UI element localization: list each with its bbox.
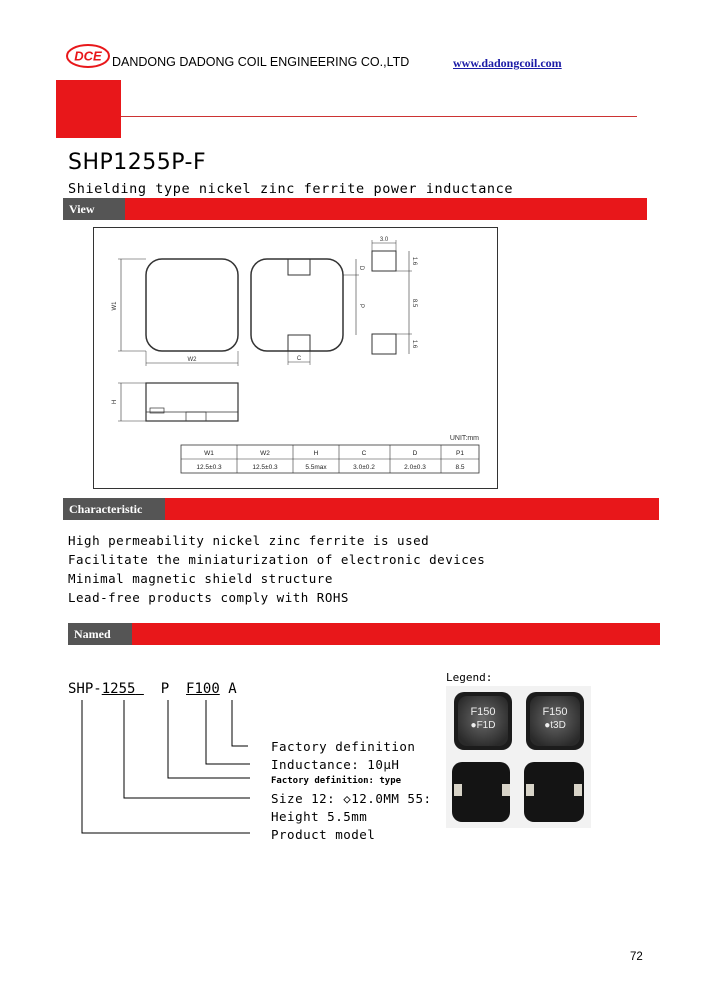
product-photo [446, 686, 591, 828]
dim-side2-label: 8.5 [411, 298, 417, 308]
logo-text: DCE [74, 48, 102, 64]
naming-connector-lines [60, 696, 280, 842]
code-p: P [160, 681, 170, 697]
naming-height: Height 5.5mm [271, 809, 368, 824]
dim-c-label: C [296, 356, 302, 362]
dim-d-label: D [358, 265, 364, 271]
dim-w2-label: W2 [187, 357, 197, 363]
chip1-marking-line1: F150 [470, 706, 496, 718]
chip2-marking-line2: ●t3D [544, 720, 566, 731]
product-title: SHP1255P-F [68, 150, 207, 175]
named-section-title: Named [68, 623, 132, 645]
code-f: F100 [186, 681, 220, 697]
table-header-w1: W1 [204, 450, 214, 457]
characteristic-section-title: Characteristic [63, 498, 165, 520]
table-header-w2: W2 [260, 450, 270, 457]
table-header-d: D [412, 450, 418, 457]
code-prefix: SHP- [68, 681, 102, 697]
table-value-w1: 12.5±0.3 [196, 464, 222, 471]
characteristic-section-bar [63, 498, 659, 520]
company-logo [66, 44, 110, 68]
chip2-marking-line1: F150 [542, 706, 568, 718]
named-section-bar [68, 623, 660, 645]
table-value-h: 5.5max [305, 464, 327, 471]
table-header-p1: P1 [456, 450, 464, 457]
view-section-title: View [63, 198, 125, 220]
view-section-bar [63, 198, 647, 220]
header-red-block [56, 80, 121, 138]
dim-side1-label: 1.6 [411, 256, 417, 266]
characteristic-item: Minimal magnetic shield structure [68, 571, 333, 586]
unit-label: UNIT:mm [449, 435, 479, 442]
table-header-h: H [313, 450, 319, 457]
chip1-marking-line2: ●F1D [470, 720, 496, 731]
naming-product-model: Product model [271, 827, 376, 842]
naming-inductance: Inductance: 10μH [271, 757, 400, 772]
table-header-c: C [361, 450, 367, 457]
naming-factory-type: Factory definition: type [271, 776, 402, 786]
dim-top-label: 3.0 [379, 237, 389, 243]
website-link[interactable]: www.dadongcoil.com [453, 56, 562, 70]
dim-h-label: H [112, 399, 118, 405]
characteristic-item: Lead-free products comply with ROHS [68, 590, 349, 605]
code-a: A [228, 681, 237, 697]
table-value-w2: 12.5±0.3 [252, 464, 278, 471]
dimension-drawing [93, 227, 498, 489]
naming-code [68, 681, 237, 697]
product-subtitle: Shielding type nickel zinc ferrite power inductance [68, 181, 514, 197]
header-divider [121, 116, 637, 117]
dim-w1-label: W1 [112, 301, 118, 311]
characteristic-item: High permeability nickel zinc ferrite is used [68, 533, 430, 548]
dimension-drawing-svg [94, 228, 499, 490]
legend-label: Legend: [446, 671, 493, 684]
product-photo-svg [446, 686, 591, 828]
code-size: 1255 [101, 681, 136, 697]
dim-side3-label: 1.6 [411, 339, 417, 349]
dim-p-label: P [358, 303, 364, 309]
table-value-c: 3.0±0.2 [353, 464, 375, 471]
table-value-p1: 8.5 [455, 464, 465, 471]
naming-size: Size 12: ◇12.0MM 55: [271, 791, 432, 806]
page-number: 72 [630, 951, 643, 963]
company-name: DANDONG DADONG COIL ENGINEERING CO.,LTD [112, 55, 410, 69]
naming-factory-definition: Factory definition [271, 739, 416, 754]
table-value-d: 2.0±0.3 [404, 464, 426, 471]
characteristic-item: Facilitate the miniaturization of electronic devices [68, 552, 486, 567]
